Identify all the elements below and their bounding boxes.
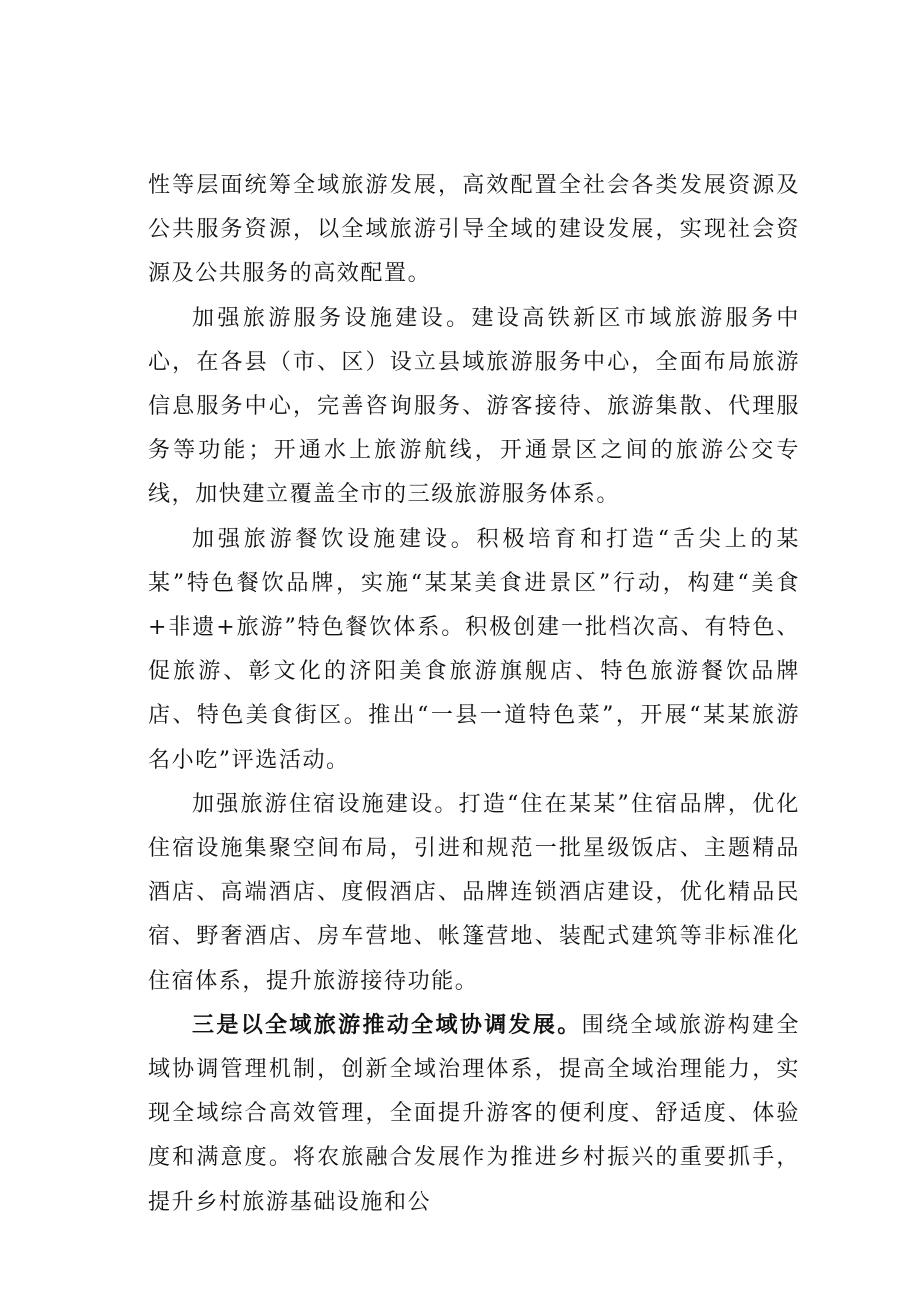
paragraph-text: 加强旅游服务设施建设。建设高铁新区市域旅游服务中心，在各县（市、区）设立县域旅游服务中心，全面布局旅游信息服务中心，完善咨询服务、游客接待、旅游集散、代理服务等功能；开通水上旅游航线，开通景区之间的旅游公交专线，加快建立覆盖全市的三级旅游服务体系。 [148, 305, 800, 508]
paragraph-text: 围绕全域旅游构建全域协调管理机制，创新全域治理体系，提高全域治理能力，实现全域综合高效管理，全面提升游客的便利度、舒适度、体验度和满意度。将农旅融合发展作为推进乡村振兴的重要抓手，提升乡村旅游基础设施和公 [148, 1012, 800, 1215]
paragraph-lead-heading: 三是以全域旅游推动全域协调发展。 [192, 1012, 582, 1038]
paragraph-text: 性等层面统筹全域旅游发展，高效配置全社会各类发展资源及公共服务资源，以全域旅游引导全域的建设发展，实现社会资源及公共服务的高效配置。 [148, 173, 800, 287]
paragraph-text: 加强旅游住宿设施建设。打造“住在某某”住宿品牌，优化住宿设施集聚空间布局，引进和规范一批星级饭店、主题精品酒店、高端酒店、度假酒店、品牌连锁酒店建设，优化精品民宿、野奢酒店、房车营地、帐篷营地、装配式建筑等非标准化住宿体系，提升旅游接待功能。 [148, 791, 800, 994]
paragraph-lodging-facilities [148, 783, 800, 1004]
paragraph-service-facilities [148, 297, 800, 518]
paragraph-dining-facilities [148, 518, 800, 783]
paragraph-coordinated-development [148, 1004, 800, 1225]
document-body [148, 164, 800, 1225]
paragraph-continued [148, 164, 800, 297]
paragraph-text: 加强旅游餐饮设施建设。积极培育和打造“舌尖上的某某”特色餐饮品牌，实施“某某美食进景区”行动，构建“美食+非遗+旅游”特色餐饮体系。积极创建一批档次高、有特色、促旅游、彰文化的济阳美食旅游旗舰店、特色旅游餐饮品牌店、特色美食街区。推出“一县一道特色菜”，开展“某某旅游名小吃”评选活动。 [148, 526, 800, 773]
